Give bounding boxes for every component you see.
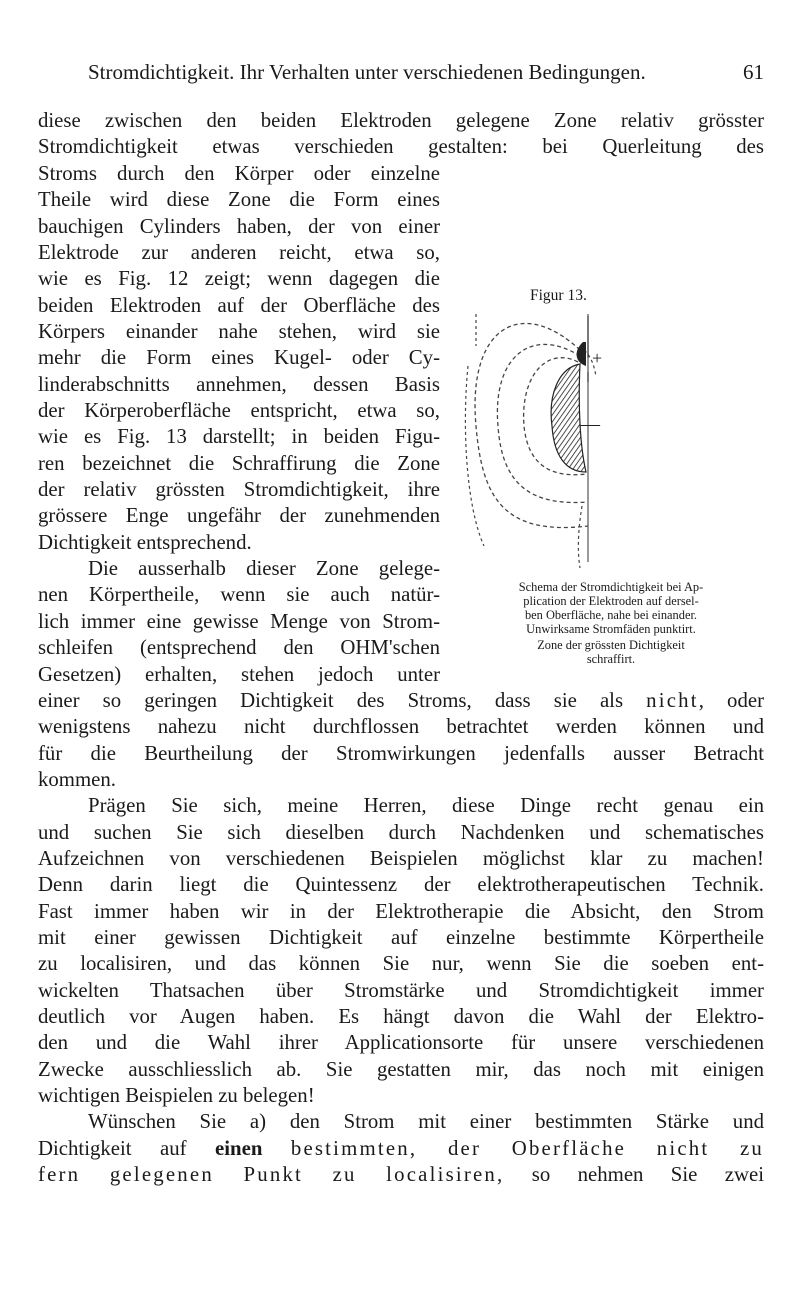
text-line: der relativ grössten Stromdichtigkeit, ihre — [38, 478, 440, 501]
figure-13-diagram — [462, 306, 602, 568]
caption-line: ben Oberfläche, nahe bei einander. — [524, 608, 697, 622]
text-line: Prägen Sie sich, meine Herren, diese Dinge recht genau ein — [88, 794, 764, 817]
text-line: für die Beurtheilung der Stromwirkungen jedenfalls ausser Betracht — [38, 742, 764, 765]
text-line: den und die Wahl ihrer Applicationsorte für unsere verschiedenen — [38, 1031, 764, 1054]
text-line: wichtigen Beispielen zu belegen! — [38, 1084, 315, 1107]
text-line: wickelten Thatsachen über Stromstärke und Stromdichtigkeit immer — [38, 979, 764, 1002]
text-line: lich immer eine gewisse Menge von Strom- — [38, 610, 440, 633]
text-line: bauchigen Cylinders haben, der von einer — [38, 215, 440, 238]
text-line: linderabschnitts annehmen, dessen Basis — [38, 373, 440, 396]
figure-label: Figur 13. — [530, 287, 587, 304]
text-line: wie es Fig. 13 darstellt; in beiden Figu- — [38, 425, 440, 448]
text-line: Wünschen Sie a) den Strom mit einer bestimmten Stärke und — [88, 1110, 764, 1133]
text-line: Elektrode zur anderen reicht, etwa so, — [38, 241, 440, 264]
caption-line: plication der Elektroden auf dersel- — [523, 594, 699, 608]
emphasis-spaced: bestimmten, der Oberfläche nicht zu — [290, 1137, 765, 1160]
text-line: ren bezeichnet die Schraffirung die Zone — [38, 452, 440, 475]
text-line: kommen. — [38, 768, 116, 791]
text-line: nen Körpertheile, wenn sie auch natür- — [38, 583, 440, 606]
text-line: Denn darin liegt die Quintessenz der elektrotherapeutischen Technik. — [38, 873, 764, 896]
caption-line: Schema der Stromdichtigkeit bei Ap- — [518, 580, 704, 594]
emphasis-spaced: fern gelegenen Punkt zu localisiren, — [38, 1163, 505, 1186]
text-segment: Dichtigkeit auf — [38, 1137, 187, 1160]
text-line: Fast immer haben wir in der Elektrotherapie die Absicht, den Strom — [38, 900, 764, 923]
text-segment: , oder — [698, 689, 764, 712]
text-line — [38, 1162, 764, 1188]
text-line: Stromdichtigkeit etwas verschieden gestalten: bei Querleitung des — [38, 135, 764, 158]
running-title: Stromdichtigkeit. Ihr Verhalten unter verschiedenen Bedingungen. — [88, 60, 646, 84]
text-line: wenigstens nahezu nicht durchflossen betrachtet werden können und — [38, 715, 764, 738]
text-line: zu localisiren, und das können Sie nur, wenn Sie die soeben ent- — [38, 952, 764, 975]
minus-sign: — — [580, 413, 600, 435]
caption-line: Zone der grössten Dichtigkeit — [537, 638, 685, 652]
emphasis-spaced: nicht — [646, 689, 699, 712]
text-line: deutlich vor Augen haben. Es hängt davon die Wahl der Elektro- — [38, 1005, 764, 1028]
text-line: und suchen Sie sich dieselben durch Nachdenken und schematisches — [38, 821, 764, 844]
text-line — [38, 1136, 764, 1162]
text-segment: so nehmen Sie zwei — [531, 1163, 764, 1186]
text-line: Zwecke ausschliesslich ab. Sie gestatten mir, das noch mit einigen — [38, 1058, 764, 1081]
emphasis-bold: einen — [215, 1137, 263, 1160]
text-line: mit einer gewissen Dichtigkeit auf einzelne bestimmte Körpertheile — [38, 926, 764, 949]
text-line: Stroms durch den Körper oder einzelne — [38, 162, 440, 185]
text-line: der Körperoberfläche entspricht, etwa so, — [38, 399, 440, 422]
text-line: beiden Elektroden auf der Oberfläche des — [38, 294, 440, 317]
text-line: wie es Fig. 12 zeigt; wenn dagegen die — [38, 267, 440, 290]
caption-line: schraffirt. — [586, 652, 636, 666]
text-line: mehr die Form eines Kugel- oder Cy- — [38, 346, 440, 369]
text-segment: einer so geringen Dichtigkeit des Stroms, dass sie als — [38, 689, 624, 712]
text-line: Theile wird diese Zone die Form eines — [38, 188, 440, 211]
text-line: schleifen (entsprechend den OHM'schen — [38, 636, 440, 659]
text-line: Die ausserhalb dieser Zone gelege- — [88, 557, 440, 580]
plus-sign: + — [592, 348, 602, 368]
text-line: Gesetzen) erhalten, stehen jedoch unter — [38, 663, 440, 686]
text-line — [38, 688, 764, 714]
caption-line: Unwirksame Stromfäden punktirt. — [526, 622, 696, 636]
page-header — [88, 60, 764, 90]
text-line: grössere Enge ungefähr der zunehmenden — [38, 504, 440, 527]
text-line: Dichtigkeit entsprechend. — [38, 531, 252, 554]
upper-electrode-cone — [577, 342, 586, 366]
text-line: Körpers einander nahe stehen, wird sie — [38, 320, 440, 343]
page-number: 61 — [743, 60, 764, 84]
text-line: Aufzeichnen von verschiedenen Beispielen möglichst klar zu machen! — [38, 847, 764, 870]
text-line: diese zwischen den beiden Elektroden gelegene Zone relativ grösster — [38, 109, 764, 132]
